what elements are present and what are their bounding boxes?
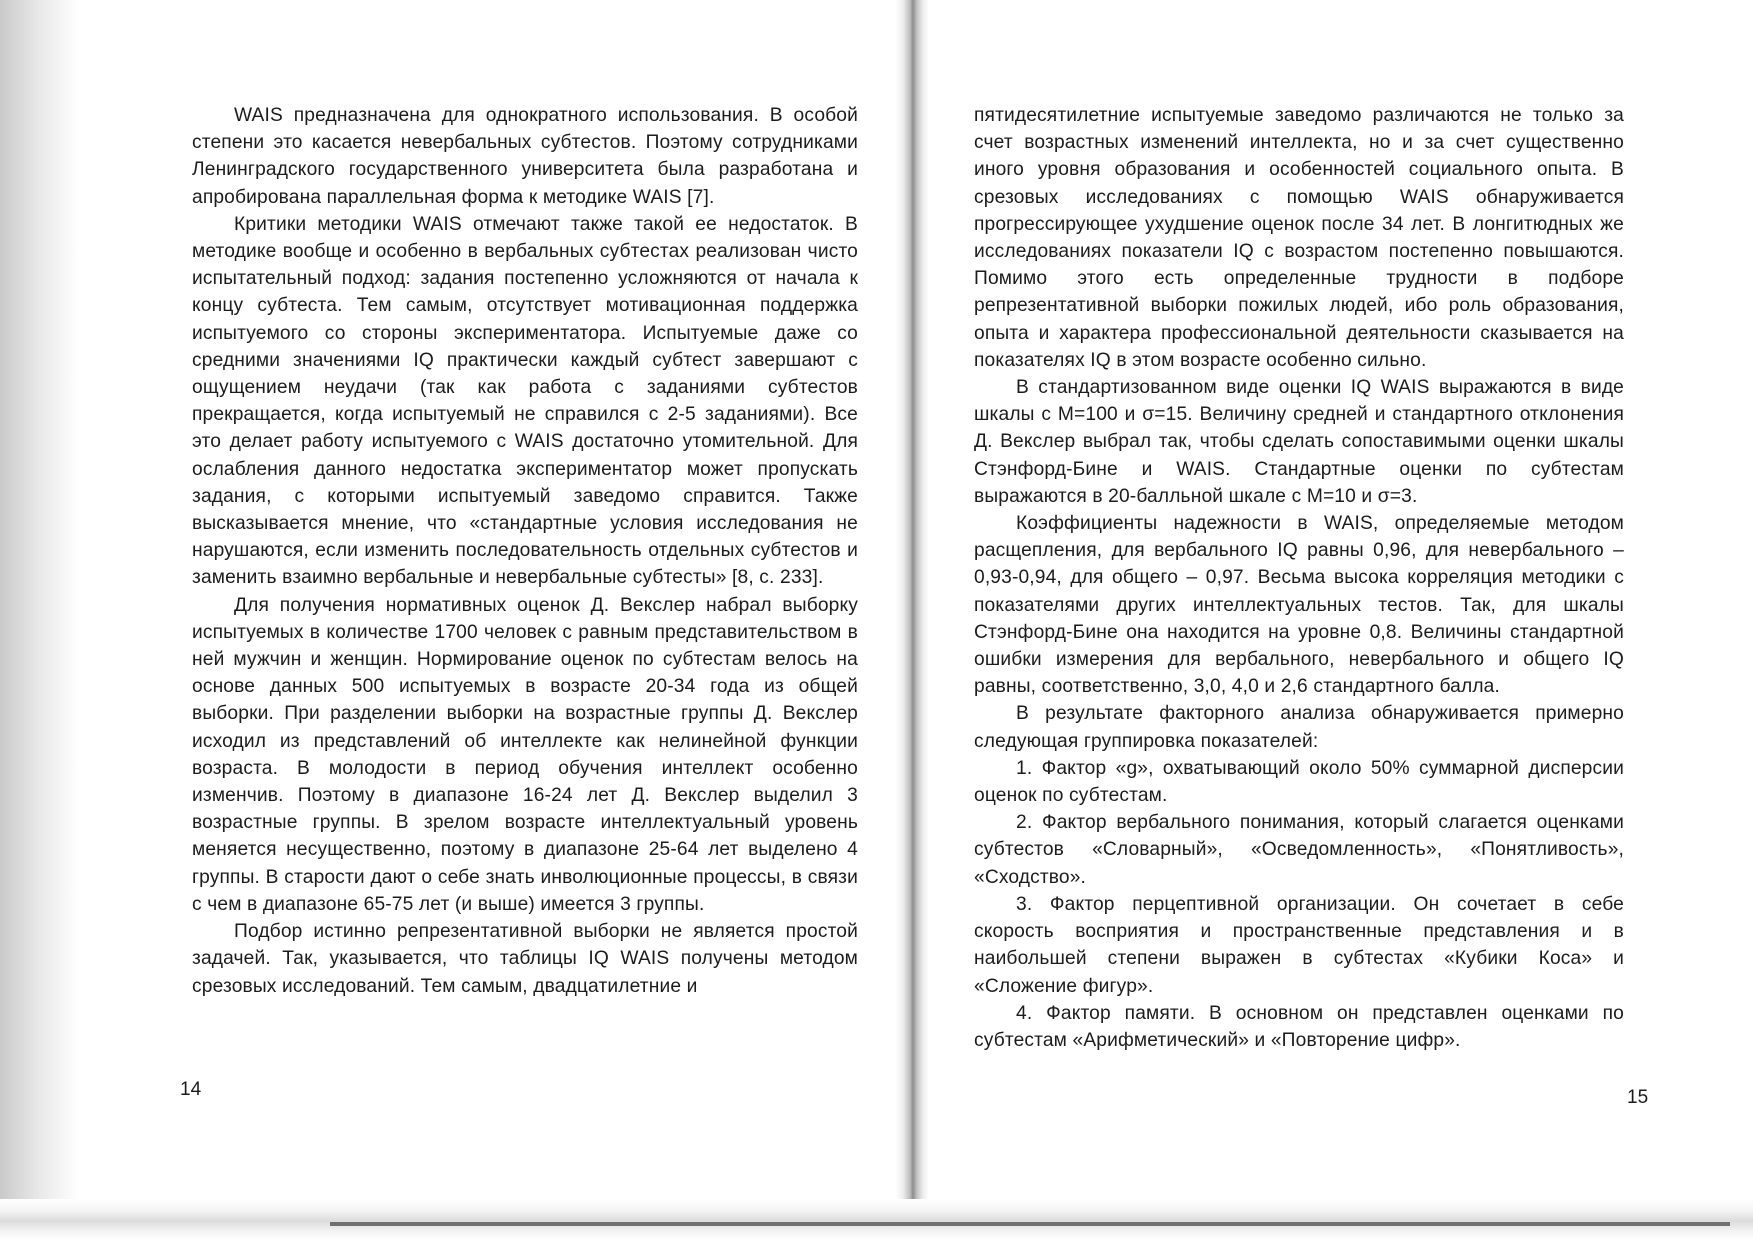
paragraph: Критики методики WAIS отмечают также такой ее недостаток. В методике вообще и особенно в вербальных субтестах реализован чисто испытательный подход: задания постепенно усложняются от начала к концу субтеста. Тем самым, отсутствует мотивационная поддержка испытуемого со стороны экспериментатора. Испытуемые даже со средними значениями IQ практически каждый субтест завершают с ощущением неудачи (так как работа с заданиями субтестов прекращается, когда испытуемый не справился с 2-5 заданиями). Все это делает работу испытуемого с WAIS достаточно утомительной. Для ослабления данного недостатка экспериментатор может пропускать задания, с которыми испытуемый заведомо справится. Также высказывается мнение, что «стандартные условия исследования не нарушаются, если изменить последовательность отдельных субтестов и заменить взаимно вербальные и невербальные субтесты» [8, с. 233]. (192, 213, 858, 589)
paragraph: WAIS предназначена для однократного использования. В особой степени это касается невербальных субтестов. Поэтому сотрудниками Ленинградского государственного университета была разработана и апробирована параллельная форма к методике WAIS [7]. (192, 105, 858, 208)
book-gutter (895, 0, 929, 1240)
paragraph-continuation: пятидесятилетние испытуемые заведомо различаются не только за счет возрастных изменений интеллекта, но и за счет существенно иного уровня образования и особенностей социального опыта. В срезовых исследованиях с помощью WAIS обнаруживается прогрессирующее ухудшение оценок после 34 лет. В лонгитюдных же исследованиях показатели IQ с возрастом постепенно повышаются. Помимо этого есть определенные трудности в подборе репрезентативной выборки пожилых людей, ибо роль образования, опыта и характера профессиональной деятельности сказывается на показателях IQ в этом возрасте особенно сильно. (974, 105, 1624, 371)
page-number-left: 14 (180, 1079, 202, 1100)
paragraph: Подбор истинно репрезентативной выборки не является простой задачей. Так, указывается, что таблицы IQ WAIS получены методом срезовых исследований. Тем самым, двадцатилетние и (192, 921, 858, 997)
scan-shadow-bottom (0, 1199, 1753, 1240)
paragraph: В стандартизованном виде оценки IQ WAIS выражаются в виде шкалы с М=100 и σ=15. Величину средней и стандартного отклонения Д. Векслер выбрал так, чтобы сделать сопоставимыми оценки шкалы Стэнфорд-Бине и WAIS. Стандартные оценки по субтестам выражаются в 20-балльной шкале с М=10 и σ=3. (974, 377, 1624, 507)
scan-edge-line (330, 1222, 1730, 1226)
factor-item: 1. Фактор «g», охватывающий около 50% суммарной дисперсии оценок по субтестам. (974, 757, 1624, 807)
right-page-text (974, 102, 1624, 1054)
factor-item: 2. Фактор вербального понимания, который слагается оценками субтестов «Словарный», «Осведомленность», «Понятливость», «Сходство». (974, 812, 1624, 888)
paragraph: Коэффициенты надежности в WAIS, определяемые методом расщепления, для вербального IQ равны 0,96, для невербального – 0,93-0,94, для общего – 0,97. Весьма высока корреляция методики с показателями других интеллектуальных тестов. Так, для шкалы Стэнфорд-Бине она находится на уровне 0,8. Величины стандартной ошибки измерения для вербального, невербального и общего IQ равны, соответственно, 3,0, 4,0 и 2,6 стандартного балла. (974, 513, 1624, 698)
factor-item: 3. Фактор перцептивной организации. Он сочетает в себе скорость восприятия и пространственные представления и в наибольшей степени выражен в субтестах «Кубики Коса» и «Сложение фигур». (974, 893, 1624, 997)
paragraph: Для получения нормативных оценок Д. Векслер набрал выборку испытуемых в количестве 1700 человек с равным представительством в ней мужчин и женщин. Нормирование оценок по субтестам велось на основе данных 500 испытуемых в возрасте 20-34 года из общей выборки. При разделении выборки на возрастные группы Д. Векслер исходил из представлений об интеллекте как нелинейной функции возраста. В молодости в период обучения интеллект особенно изменчив. Поэтому в диапазоне 16-24 лет Д. Векслер выделил 3 возрастные группы. В зрелом возрасте интеллектуальный уровень меняется несущественно, поэтому в диапазоне 25-64 лет выделено 4 группы. В старости дают о себе знать инволюционные процессы, в связи с чем в диапазоне 65-75 лет (и выше) имеется 3 группы. (192, 594, 858, 915)
paragraph: В результате факторного анализа обнаруживается примерно следующая группировка показателей: (974, 703, 1624, 752)
scan-shadow-left (0, 0, 80, 1240)
left-page-text (192, 102, 858, 1000)
page-number-right: 15 (1627, 1087, 1649, 1108)
factor-item: 4. Фактор памяти. В основном он представлен оценками по субтестам «Арифметический» и «Повторение цифр». (974, 1002, 1624, 1051)
